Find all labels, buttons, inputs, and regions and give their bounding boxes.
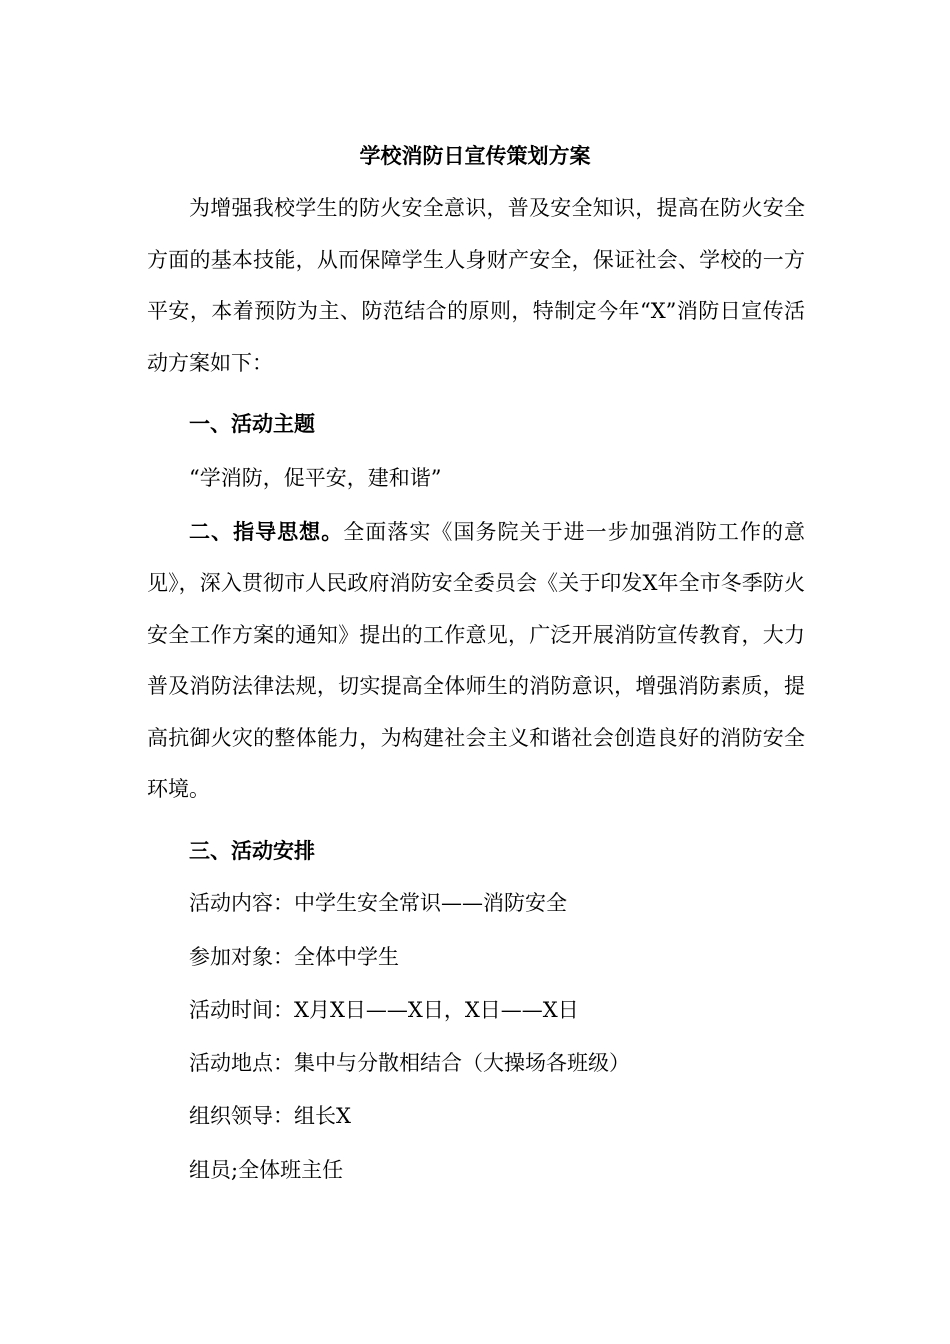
activity-theme: “学消防，促平安，建和谐” bbox=[189, 465, 442, 490]
arrangement-leader: 组织领导：组长X bbox=[189, 1104, 351, 1129]
arrangement-location: 活动地点：集中与分散相结合（大操场各班级） bbox=[189, 1051, 630, 1076]
arrangement-participants: 参加对象：全体中学生 bbox=[189, 944, 399, 969]
guiding-thought-text: 全面落实《国务院关于进一步加强消防工作的意见》，深入贯彻市人民政府消防安全委员会《关于印发X年全市冬季防火安全工作方案的通知》提出的工作意见，广泛开展消防宣传教育，大力普及消防法律法规，切实提高全体师生的消防意识，增强消防素质，提高抗御火灾的整体能力，为构建社会主义和谐社会创造良好的消防安全环境。 bbox=[147, 519, 806, 802]
arrangement-members: 组员;全体班主任 bbox=[189, 1157, 344, 1182]
section-heading-theme: 一、活动主题 bbox=[189, 411, 315, 436]
section-heading-arrangement: 三、活动安排 bbox=[189, 837, 315, 863]
arrangement-time: 活动时间：X月X日——X日，X日——X日 bbox=[189, 997, 579, 1022]
section-heading-guiding-thought: 二、指导思想。 bbox=[189, 518, 344, 544]
document-title: 学校消防日宣传策划方案 bbox=[359, 143, 591, 168]
intro-paragraph: 为增强我校学生的防火安全意识，普及安全知识，提高在防火安全方面的基本技能，从而保障学生人身财产安全，保证社会、学校的一方平安，本着预防为主、防范结合的原则，特制定今年“X”消防日宣传活动方案如下： bbox=[147, 196, 805, 375]
document-body bbox=[147, 183, 805, 1197]
guiding-thought-paragraph bbox=[147, 506, 805, 816]
arrangement-content: 活动内容：中学生安全常识——消防安全 bbox=[189, 891, 567, 916]
